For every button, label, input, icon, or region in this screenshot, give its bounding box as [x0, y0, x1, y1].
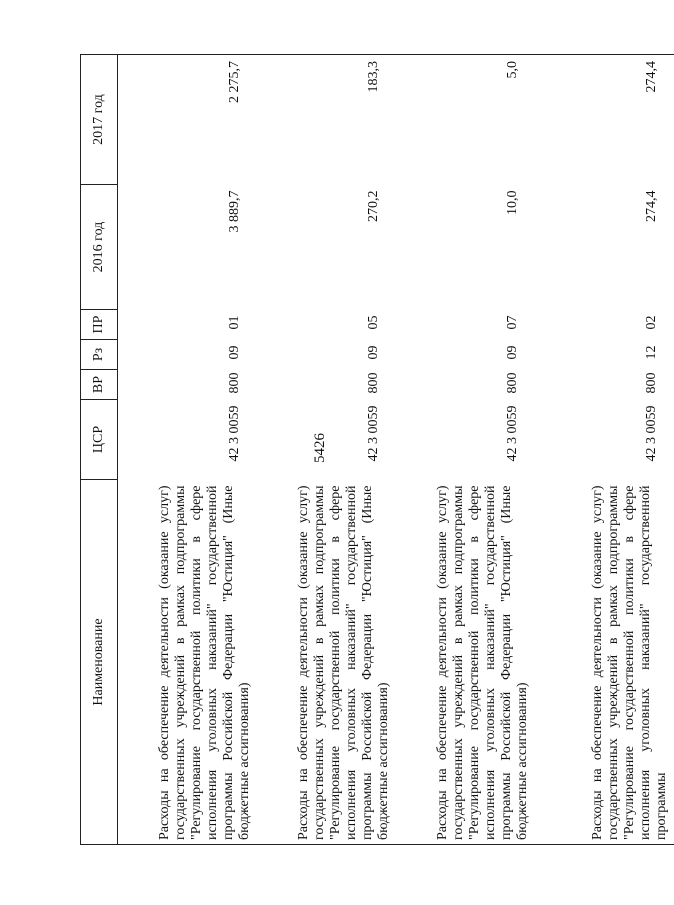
row-rz: 09	[366, 345, 381, 360]
row-csr: 42 3 0059	[366, 405, 381, 462]
row-csr: 42 3 0059	[227, 405, 242, 462]
row-2016: 270,2	[366, 190, 381, 222]
row-name: Расходы на обеспечение деятельности (оказание услуг) государственных учреждений в рамках подпрограммы "Регулирование государственной политики в сфере исполнения уголовных наказаний" государственной программы Российской Федерации "Юстиция" (Иные бюджетные ассигнования)	[118, 480, 258, 845]
row-pr: 05	[366, 315, 381, 330]
row-vr: 800	[227, 372, 242, 394]
row-csr: 42 3 0059	[505, 405, 520, 462]
page-number: 5426	[312, 433, 328, 463]
row-2017: 2 275,7	[118, 55, 258, 185]
row-2016: 3 889,7	[227, 190, 242, 233]
row-vr: 800	[505, 372, 520, 394]
row-2016: 10,0	[505, 190, 520, 215]
table-row	[535, 55, 674, 845]
header-2016: 2016 год	[81, 185, 118, 310]
row-name: Расходы на обеспечение деятельности (оказание услуг) государственных учреждений в рамках подпрограммы "Регулирование государственной политики в сфере исполнения уголовных наказаний" государственной программы Российской Федерации "Юстиция" (Иные бюджетные ассигнования)	[257, 480, 396, 845]
row-rz: 09	[227, 345, 242, 360]
header-2017: 2017 год	[81, 55, 118, 185]
budget-table	[80, 54, 674, 845]
header-rz: Рз	[81, 340, 118, 370]
row-rz: 12	[644, 345, 659, 360]
budget-table-sheet	[80, 55, 669, 845]
row-pr: 01	[227, 315, 242, 330]
row-2017: 274,4	[535, 55, 674, 185]
header-vr: ВР	[81, 370, 118, 400]
row-2016: 274,4	[644, 190, 659, 222]
header-pr: ПР	[81, 310, 118, 340]
header-name: Наименование	[81, 480, 118, 845]
table-header-row	[81, 55, 118, 845]
table-row	[396, 55, 535, 845]
table-row	[257, 55, 396, 845]
row-pr: 07	[505, 315, 520, 330]
row-2017: 5,0	[396, 55, 535, 185]
row-name: Расходы на обеспечение деятельности (оказание услуг) государственных учреждений в рамках подпрограммы "Регулирование государственной политики в сфере исполнения уголовных наказаний" государственной программы Российской Федерации "Юстиция" (Иные бюджетные ассигнования)	[396, 480, 535, 845]
row-vr: 800	[366, 372, 381, 394]
table-row	[118, 55, 258, 845]
row-csr: 42 3 0059	[644, 405, 659, 462]
row-pr: 02	[644, 315, 659, 330]
row-rz: 09	[505, 345, 520, 360]
row-2017: 183,3	[257, 55, 396, 185]
row-name: Расходы на обеспечение деятельности (оказание услуг) государственных учреждений в рамках подпрограммы "Регулирование государственной политики в сфере исполнения уголовных наказаний" государственной программы	[535, 480, 674, 845]
row-vr: 800	[644, 372, 659, 394]
header-csr: ЦСР	[81, 400, 118, 480]
